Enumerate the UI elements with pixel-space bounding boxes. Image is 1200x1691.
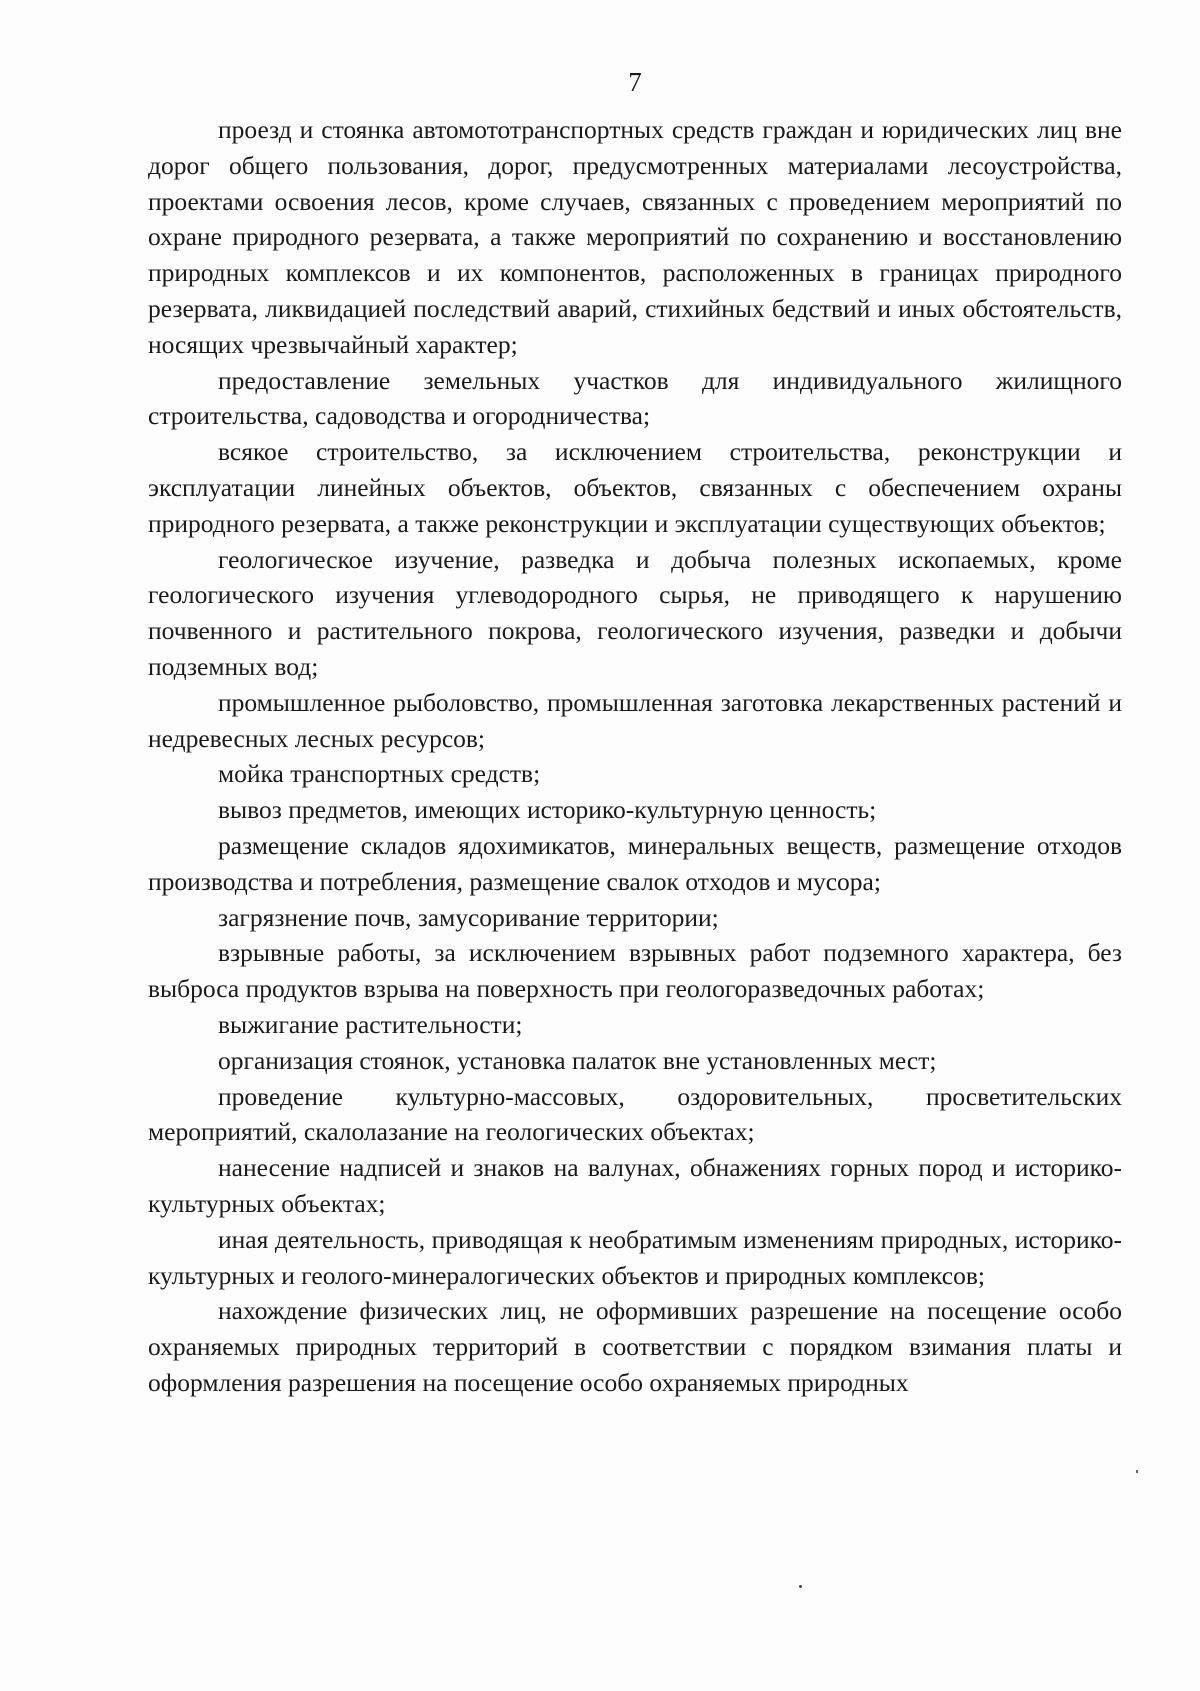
paragraph: выжигание растительности;	[218, 1009, 523, 1039]
page-number: 7	[628, 67, 642, 97]
paragraph: вывоз предметов, имеющих историко-культурную ценность;	[218, 795, 877, 825]
paragraph: иная деятельность, приводящая к необратимым изменениям природных, историко-культурных и геолого-минералогических объектов и природных комплексов;	[148, 1224, 1122, 1290]
paragraph: мойка транспортных средств;	[218, 759, 541, 789]
paragraph: всякое строительство, за исключением строительства, реконструкции и эксплуатации линейных объектов, объектов, связанных с обеспечением охраны природного резервата, а также реконструкции и эксплуатации существующих объектов;	[148, 437, 1122, 538]
paragraph: проезд и стоянка автомототранспортных средств граждан и юридических лиц вне дорог общего пользования, дорог, предусмотренных материалами лесоустройства, проектами освоения лесов, кроме случаев, связанных с проведением мероприятий по охране природного резервата, а также мероприятий по сохранению и восстановлению природных комплексов и их компонентов, расположенных в границах природного резервата, ликвидацией последствий аварий, стихийных бедствий и иных обстоятельств, носящих чрезвычайный характер;	[148, 115, 1122, 359]
paragraph: взрывные работы, за исключением взрывных работ подземного характера, без выброса продуктов взрыва на поверхность при геологоразведочных работах;	[148, 938, 1122, 1004]
paragraph: промышленное рыболовство, промышленная заготовка лекарственных растений и недревесных лесных ресурсов;	[148, 687, 1122, 753]
paragraph: размещение складов ядохимикатов, минеральных веществ, размещение отходов производства и потребления, размещение свалок отходов и мусора;	[148, 830, 1122, 896]
paragraph: нахождение физических лиц, не оформивших разрешение на посещение особо охраняемых природных территорий в соответствии с порядком взимания платы и оформления разрешения на посещение особо охраняемых природных	[148, 1296, 1122, 1397]
body-text	[148, 112, 1122, 1401]
paragraph: организация стоянок, установка палаток вне установленных мест;	[218, 1045, 937, 1075]
paragraph: загрязнение почв, замусоривание территории;	[218, 902, 719, 932]
scan-speck	[1136, 1470, 1138, 1473]
paragraph: нанесение надписей и знаков на валунах, обнажениях горных пород и историко-культурных объектах;	[148, 1153, 1122, 1218]
paragraph: проведение культурно-массовых, оздоровительных, просветительских мероприятий, скалолазание на геологических объектах;	[148, 1081, 1122, 1147]
paragraph: предоставление земельных участков для индивидуального жилищного строительства, садоводства и огородничества;	[148, 365, 1122, 431]
scan-speck	[799, 1585, 802, 1588]
paragraph: геологическое изучение, разведка и добыча полезных ископаемых, кроме геологического изучения углеводородного сырья, не приводящего к нарушению почвенного и растительного покрова, геологического изучения, разведки и добычи подземных вод;	[148, 544, 1122, 681]
